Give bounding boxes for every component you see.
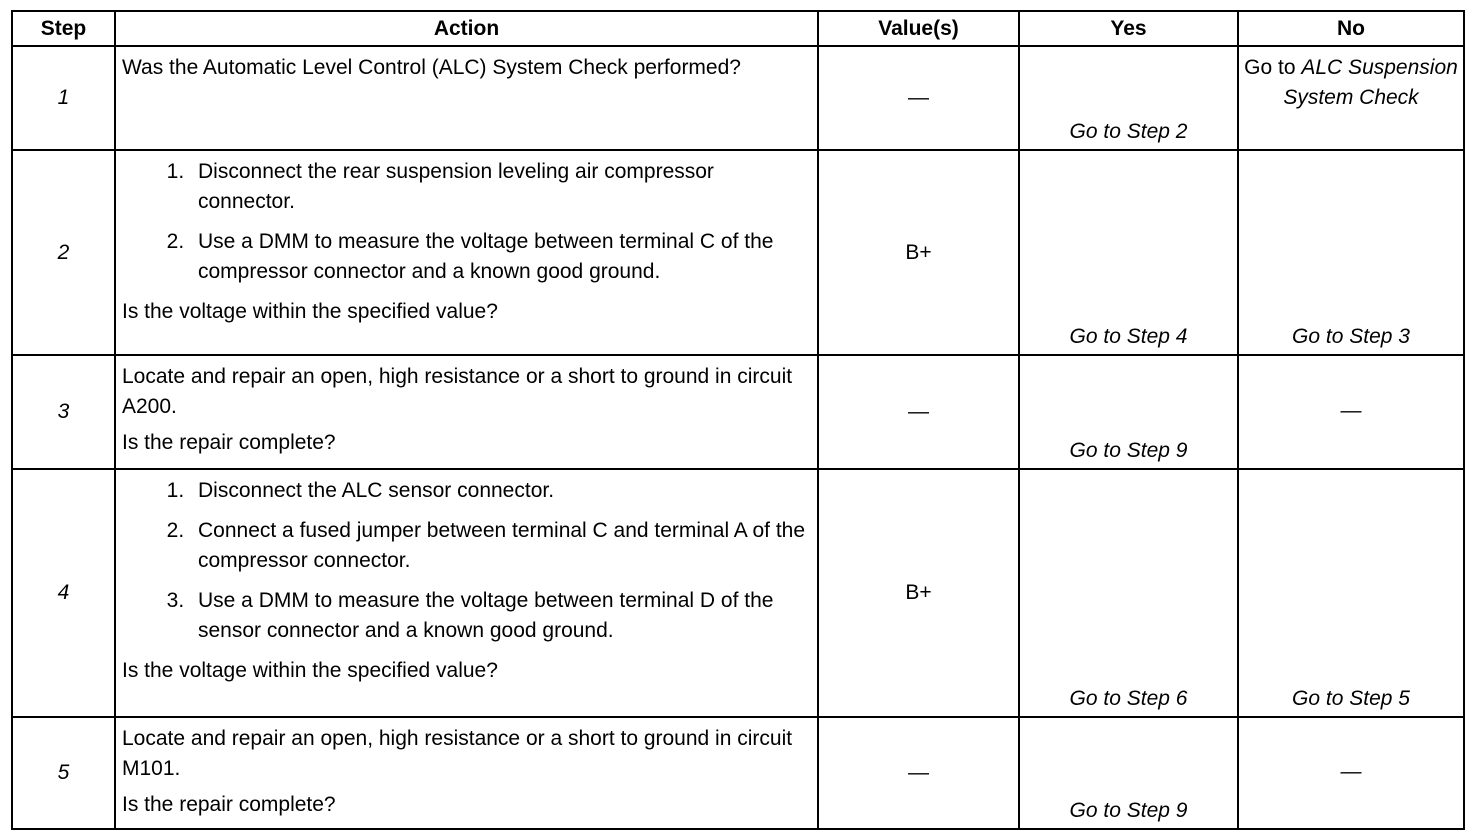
diagnostic-table xyxy=(11,10,1465,830)
yes-cell: Go to Step 4 xyxy=(1019,150,1238,355)
step-number: 3 xyxy=(12,355,115,469)
table-row xyxy=(12,46,1464,150)
header-no: No xyxy=(1238,11,1464,46)
action-cell xyxy=(115,717,818,829)
header-yes: Yes xyxy=(1019,11,1238,46)
value-cell: — xyxy=(818,46,1019,150)
procedure-step: 3. Use a DMM to measure the voltage between terminal D of the sensor connector and a known good ground. xyxy=(190,586,809,646)
no-prefix: Go to xyxy=(1244,56,1302,79)
table-row xyxy=(12,717,1464,829)
procedure-steps xyxy=(122,157,809,287)
action-question: Is the repair complete? xyxy=(122,793,336,816)
action-question: Is the repair complete? xyxy=(122,431,336,454)
table-row xyxy=(12,150,1464,355)
header-row xyxy=(12,11,1464,46)
table-row xyxy=(12,469,1464,717)
table-row xyxy=(12,355,1464,469)
action-cell xyxy=(115,469,818,717)
action-question: Is the voltage within the specified value? xyxy=(122,659,498,682)
no-cell xyxy=(1238,46,1464,150)
yes-cell: Go to Step 6 xyxy=(1019,469,1238,717)
action-cell xyxy=(115,46,818,150)
value-cell: — xyxy=(818,355,1019,469)
no-cell: — xyxy=(1238,717,1464,829)
step-number: 2 xyxy=(12,150,115,355)
action-question: Is the voltage within the specified value? xyxy=(122,300,498,323)
action-text: Locate and repair an open, high resistance or a short to ground in circuit A200. xyxy=(122,365,793,418)
yes-cell: Go to Step 9 xyxy=(1019,717,1238,829)
action-cell xyxy=(115,150,818,355)
no-cell: Go to Step 5 xyxy=(1238,469,1464,717)
action-text: Locate and repair an open, high resistance or a short to ground in circuit M101. xyxy=(122,727,793,780)
action-cell xyxy=(115,355,818,469)
procedure-step: 2. Connect a fused jumper between terminal C and terminal A of the compressor connector. xyxy=(190,516,809,576)
procedure-step: 1. Disconnect the ALC sensor connector. xyxy=(190,476,809,506)
step-number: 4 xyxy=(12,469,115,717)
yes-cell: Go to Step 9 xyxy=(1019,355,1238,469)
yes-cell: Go to Step 2 xyxy=(1019,46,1238,150)
no-cell: Go to Step 3 xyxy=(1238,150,1464,355)
action-text: Was the Automatic Level Control (ALC) System Check performed? xyxy=(122,56,741,79)
step-number: 1 xyxy=(12,46,115,150)
step-number: 5 xyxy=(12,717,115,829)
header-values: Value(s) xyxy=(818,11,1019,46)
no-link: ALC Suspension System Check xyxy=(1283,56,1458,109)
header-action: Action xyxy=(115,11,818,46)
procedure-step: 2. Use a DMM to measure the voltage between terminal C of the compressor connector and a known good ground. xyxy=(190,227,809,287)
no-cell: — xyxy=(1238,355,1464,469)
value-cell: — xyxy=(818,717,1019,829)
header-step: Step xyxy=(12,11,115,46)
procedure-steps xyxy=(122,476,809,646)
procedure-step: 1. Disconnect the rear suspension leveling air compressor connector. xyxy=(190,157,809,217)
value-cell: B+ xyxy=(818,150,1019,355)
value-cell: B+ xyxy=(818,469,1019,717)
